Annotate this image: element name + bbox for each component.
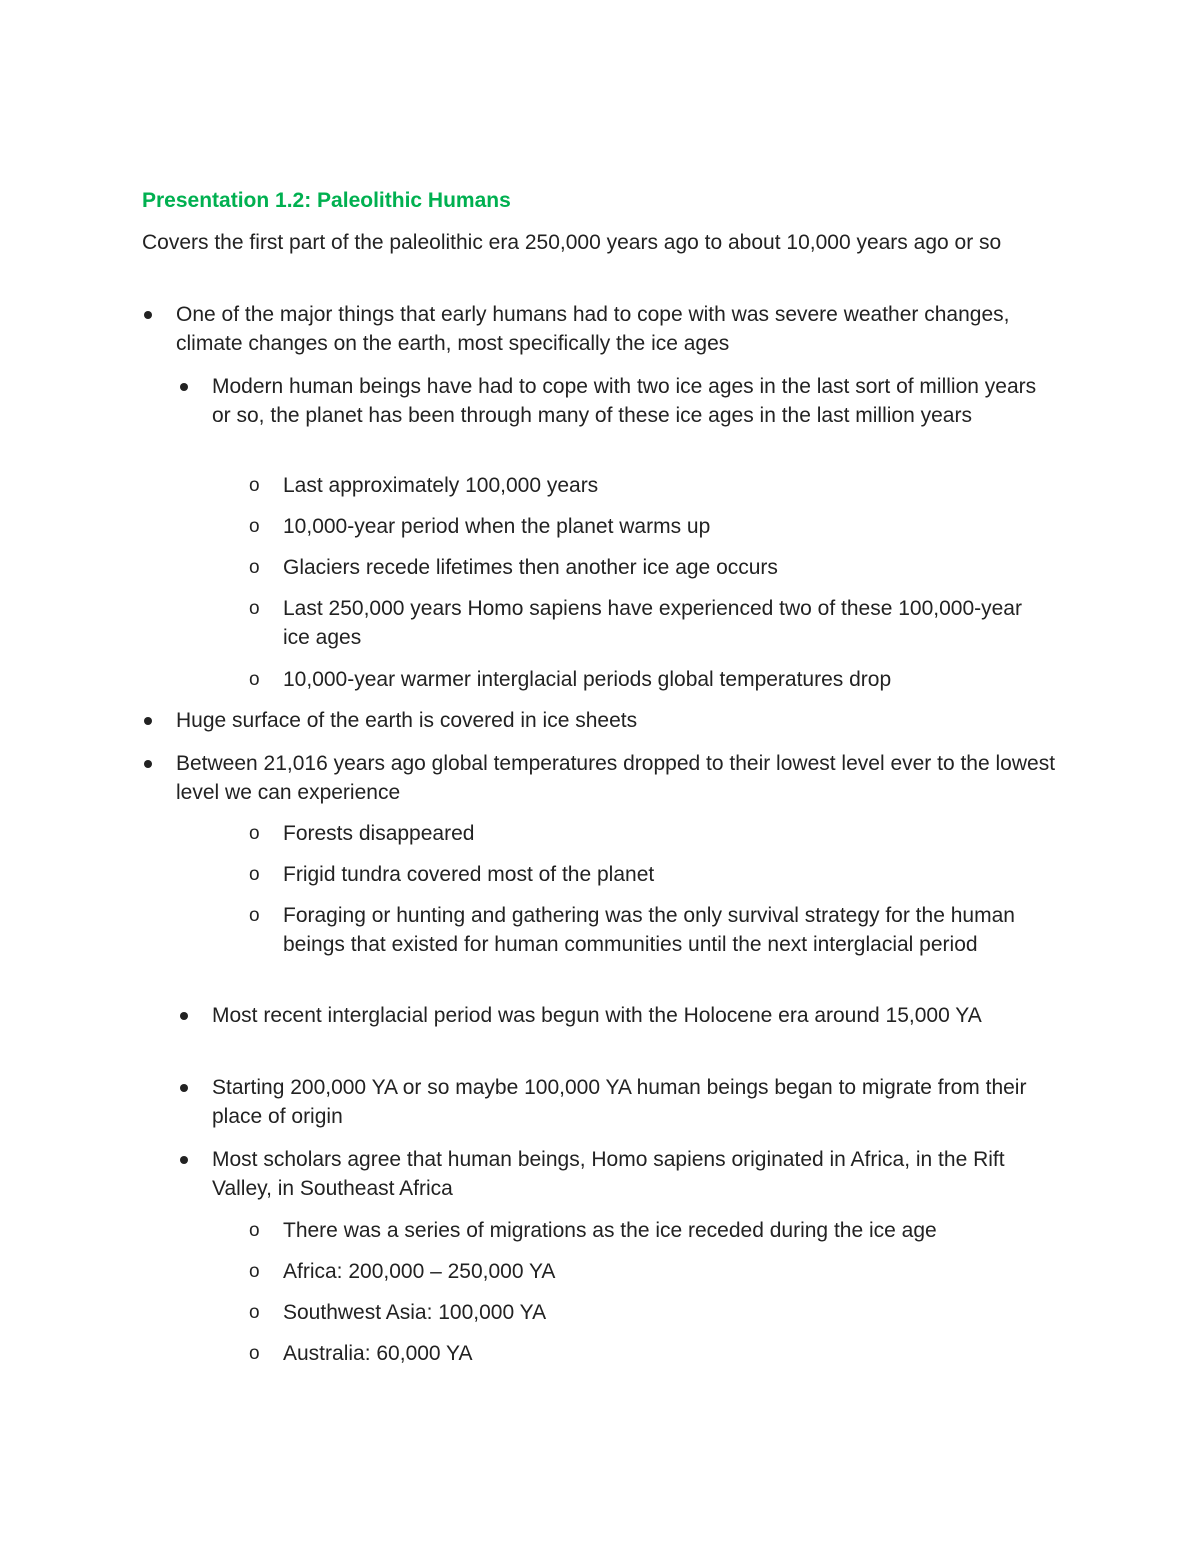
list-item-text: One of the major things that early humans had to cope with was severe weather changes, climate changes on the earth, most specifically the ice ages: [176, 303, 1010, 355]
list-item: [176, 300, 1056, 358]
list-item: [249, 665, 1043, 694]
bullet-circle-icon: o: [249, 1343, 260, 1364]
bullet-circle-icon: o: [249, 475, 260, 496]
list-item-text: Huge surface of the earth is covered in ice sheets: [176, 709, 638, 732]
list-item-text: There was a series of migrations as the ice receded during the ice age: [283, 1219, 937, 1242]
bullet-circle-icon: o: [249, 669, 260, 690]
list-item-text: Starting 200,000 YA or so maybe 100,000 YA human beings began to migrate from their place of origin: [212, 1076, 1027, 1128]
list-item-text: Modern human beings have had to cope with two ice ages in the last sort of million years or so, the planet has been through many of these ice ages in the last million years: [212, 375, 1037, 427]
list-item: [212, 372, 1056, 430]
page-title: Presentation 1.2: Paleolithic Humans: [142, 189, 511, 212]
bullet-dot-icon: [180, 1156, 188, 1164]
list-item-text: 10,000-year period when the planet warms up: [283, 515, 711, 538]
list-item: [212, 1145, 1056, 1203]
bullet-dot-icon: [144, 760, 152, 768]
list-item-text: Forests disappeared: [283, 822, 475, 845]
bullet-circle-icon: o: [249, 557, 260, 578]
bullet-circle-icon: o: [249, 905, 260, 926]
bullet-circle-icon: o: [249, 864, 260, 885]
list-item-text: Last approximately 100,000 years: [283, 474, 599, 497]
list-item: [249, 1216, 1043, 1245]
bullet-dot-icon: [180, 1012, 188, 1020]
list-item: [249, 1257, 1043, 1286]
list-item: [176, 706, 1056, 735]
bullet-dot-icon: [144, 311, 152, 319]
bullet-dot-icon: [180, 383, 188, 391]
list-item-text: Foraging or hunting and gathering was the only survival strategy for the human beings that existed for human communities until the next interglacial period: [283, 904, 1015, 956]
list-item-text: Last 250,000 years Homo sapiens have experienced two of these 100,000-year ice ages: [283, 597, 1022, 649]
list-item: [249, 594, 1043, 652]
list-item: [176, 749, 1056, 807]
list-item: [249, 512, 1043, 541]
list-item-text: 10,000-year warmer interglacial periods global temperatures drop: [283, 668, 892, 691]
bullet-circle-icon: o: [249, 823, 260, 844]
list-item: [249, 1298, 1043, 1327]
bullet-dot-icon: [144, 717, 152, 725]
intro-paragraph: Covers the first part of the paleolithic era 250,000 years ago to about 10,000 years ago or so: [142, 231, 1002, 254]
list-item-text: Between 21,016 years ago global temperatures dropped to their lowest level ever to the lowest level we can experience: [176, 752, 1056, 804]
list-item-text: Most recent interglacial period was begun with the Holocene era around 15,000 YA: [212, 1004, 982, 1027]
bullet-circle-icon: o: [249, 598, 260, 619]
list-item-text: Australia: 60,000 YA: [283, 1342, 473, 1365]
list-item-text: Africa: 200,000 – 250,000 YA: [283, 1260, 556, 1283]
bullet-circle-icon: o: [249, 516, 260, 537]
list-item: [249, 860, 1043, 889]
bullet-circle-icon: o: [249, 1220, 260, 1241]
list-item: [249, 901, 1043, 959]
bullet-dot-icon: [180, 1084, 188, 1092]
list-item-text: Most scholars agree that human beings, Homo sapiens originated in Africa, in the Rift Valley, in Southeast Africa: [212, 1148, 1005, 1200]
list-item: [249, 819, 1043, 848]
list-item: [249, 553, 1043, 582]
list-item-text: Southwest Asia: 100,000 YA: [283, 1301, 547, 1324]
list-item: [249, 1339, 1043, 1368]
list-item: [249, 471, 1043, 500]
list-item-text: Glaciers recede lifetimes then another ice age occurs: [283, 556, 778, 579]
list-item: [212, 1073, 1056, 1131]
list-item-text: Frigid tundra covered most of the planet: [283, 863, 655, 886]
bullet-circle-icon: o: [249, 1261, 260, 1282]
bullet-circle-icon: o: [249, 1302, 260, 1323]
list-item: [212, 1001, 1056, 1030]
